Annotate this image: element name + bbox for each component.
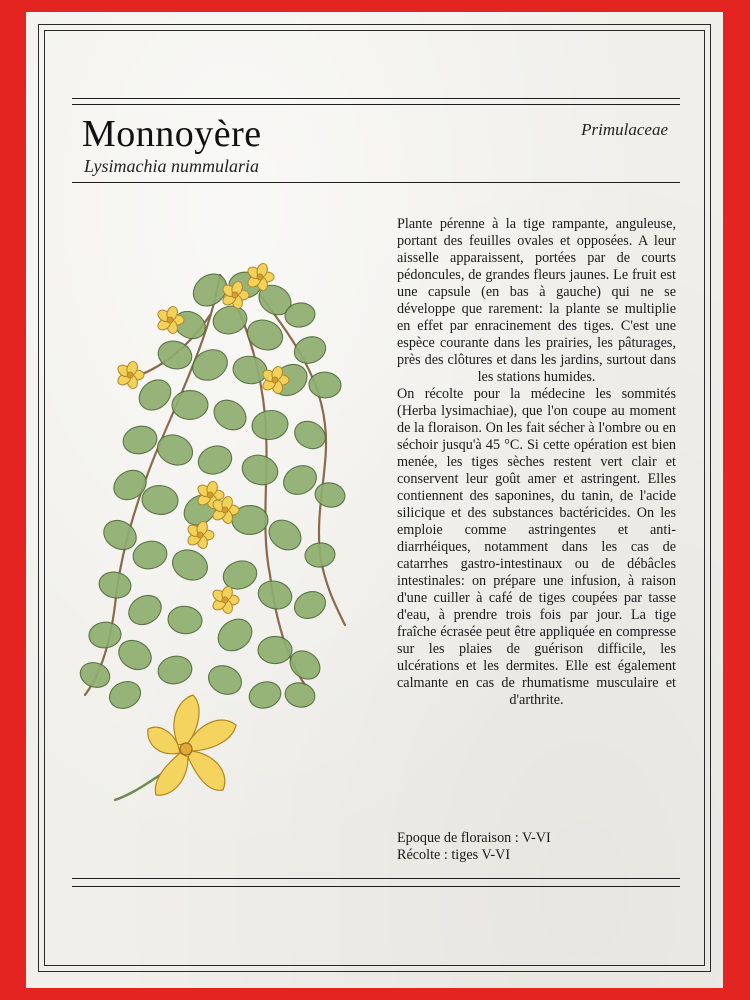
plant-illustration <box>60 255 380 815</box>
leaf <box>77 659 113 691</box>
harvest-period: Récolte : tiges V-VI <box>397 847 511 863</box>
leaf <box>187 344 232 386</box>
leaf <box>250 408 290 442</box>
leaf <box>153 430 197 471</box>
info-block <box>397 830 551 864</box>
leaf <box>243 315 287 355</box>
leaf <box>156 653 195 687</box>
leaf <box>167 605 204 636</box>
plant-family: Primulaceae <box>581 120 668 139</box>
leaf <box>88 621 123 650</box>
top-rule <box>72 98 680 99</box>
leaf <box>194 441 235 478</box>
small-flower <box>186 520 214 550</box>
leaf <box>290 332 329 367</box>
bottom-rule <box>72 878 680 879</box>
leaf <box>231 354 269 387</box>
bottom-rule-secondary <box>72 886 680 887</box>
leaf <box>172 390 209 420</box>
leaf <box>130 538 169 572</box>
leaf <box>308 371 342 399</box>
leaf <box>168 545 213 586</box>
leaf <box>283 680 318 710</box>
leaf <box>204 660 246 699</box>
leaf <box>208 394 251 436</box>
description-paragraph-1: Plante pérenne à la tige rampante, anguleuse, portant des feuilles ovales et opposées. A leur aisselle apparaissent, portées par de courts pédoncules, de grandes fleurs jaunes. Le fruit est une capsule (en bas à gauche) qui ne se développe que rarement: la plante se multiplie en effet par enracinement des tiges. C'est une espèce courante dans les prairies, les pâturages, près des clôtures et dans les jardins, surtout dans les stations humides. <box>397 216 676 385</box>
leaf <box>141 484 179 516</box>
leaf <box>212 613 258 658</box>
leaf <box>258 636 292 663</box>
large-flower-detail <box>115 695 236 800</box>
latin-name: Lysimachia nummularia <box>84 156 259 176</box>
leaf <box>239 451 282 489</box>
leaf <box>123 590 166 631</box>
leaf <box>290 587 330 624</box>
leaf <box>255 577 296 613</box>
leaf <box>263 514 306 556</box>
leaf <box>210 302 250 337</box>
small-flower <box>211 585 239 615</box>
leaf <box>113 635 156 676</box>
header-divider <box>72 182 680 183</box>
leaf <box>97 569 134 601</box>
page-title: Monnoyère <box>82 113 262 155</box>
top-rule-secondary <box>72 104 680 105</box>
leaf <box>120 423 160 458</box>
leaf <box>246 678 284 712</box>
description-block <box>397 216 676 709</box>
leaf <box>105 677 145 713</box>
flowering-period: Epoque de floraison : V-VI <box>397 830 551 846</box>
leaf <box>313 480 347 509</box>
small-flower <box>116 360 144 390</box>
leaf <box>304 541 337 568</box>
description-paragraph-2: On récolte pour la médecine les sommités (Herba lysimachiae), que l'on coupe au moment de la floraison. On les fait sécher à l'ombre ou en séchoir jusqu'à 45 °C. Si cette opération est bien menée, les tiges sèches restent vert clair et conservent leur goût amer et astringent. Elles contiennent des saponines, du tanin, de l'acide silicique et des substances bactéricides. On les emploie comme astringentes et anti-diarrhéiques, notamment dans les cas de catarrhes gastro-intestinaux ou de débâcles intestinales: on prépare une infusion, à raison d'une cuiller à café de tiges coupées par tasse d'eau, à prendre trois fois par jour. La tige fraîche écrasée peut être appliquée en compresse sur les plaies de guérison difficile, les ulcérations et les dermites. Elle est également calmante en cas de rhumatisme musculaire et d'arthrite. <box>397 386 676 708</box>
